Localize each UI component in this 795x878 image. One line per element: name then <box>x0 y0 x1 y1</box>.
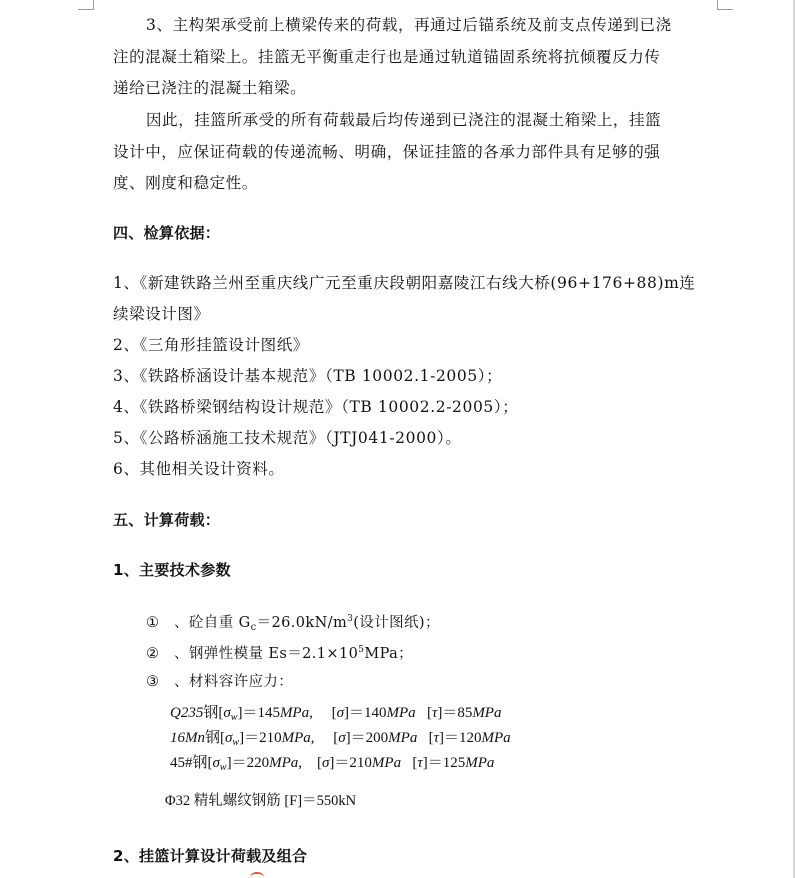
paragraph-line: 注的混凝土箱梁上。挂篮无平衡重走行也是通过轨道锚固系统将抗倾覆反力传 <box>113 48 661 66</box>
reference-item: 6、其他相关设计资料。 <box>113 460 285 478</box>
rebar-allowable-load: Φ32 精轧螺纹钢筋 [F]＝550kN <box>165 793 357 809</box>
stress-formula-row: Q235钢$[\sigma_w]=145MPa$, [σ]＝140MPa [τ]＝85MPa <box>170 705 502 723</box>
paragraph-line: 递给已浇注的混凝土箱梁。 <box>113 79 307 97</box>
parameter-line: ③ 、材料容许应力： <box>146 674 294 690</box>
parameter-line: ② 、钢弹性模量 $Es=2.1\times 10^5MPa$； <box>146 645 414 662</box>
subsection-heading: 1、主要技术参数 <box>113 561 231 579</box>
circled-number: ① <box>146 615 160 631</box>
reference-item: 1、《新建铁路兰州至重庆线广元至重庆段朝阳嘉陵江右线大桥(96+176+88)m连 <box>113 274 696 292</box>
reference-item: 4、《铁路桥梁钢结构设计规范》（TB 10002.2-2005）； <box>113 398 519 416</box>
margin-corner-mark <box>78 9 94 10</box>
reference-item: 2、《三角形挂篮设计图纸》 <box>113 336 309 354</box>
section-heading: 五、计算荷载： <box>113 511 221 529</box>
margin-corner-mark <box>717 0 718 9</box>
stress-formula-row: 45#钢$[\sigma_w]=220MPa$, [σ]＝210MPa [τ]＝125MPa <box>170 755 495 773</box>
margin-corner-mark <box>717 9 733 10</box>
stress-formula-row: 16Mn钢$[\sigma_w]=210MPa$, [σ]＝200MPa [τ]＝120MPa <box>170 730 511 748</box>
parameter-line: ① 、砼自重 $G_c=26.0kN/m^3$(设计图纸)； <box>146 614 440 633</box>
reference-item: 续梁设计图》 <box>113 305 210 323</box>
reference-item: 3、《铁路桥涵设计基本规范》（TB 10002.1-2005）； <box>113 367 503 385</box>
section-heading: 四、检算依据： <box>113 224 221 242</box>
paragraph-line: 因此，挂篮所承受的所有荷载最后均传递到已浇注的混凝土箱梁上，挂篮 <box>146 111 662 129</box>
ink-mark <box>250 872 264 878</box>
circled-number: ③ <box>146 674 160 690</box>
paragraph-line: 3、主构架承受前上横梁传来的荷载，再通过后锚系统及前支点传递到已浇 <box>146 16 672 34</box>
margin-corner-mark <box>93 0 94 9</box>
reference-item: 5、《公路桥涵施工技术规范》（JTJ041-2000）。 <box>113 429 462 447</box>
paragraph-line: 设计中，应保证荷载的传递流畅、明确，保证挂篮的各承力部件具有足够的强 <box>113 143 661 161</box>
paragraph-line: 度、刚度和稳定性。 <box>113 174 258 192</box>
subsection-heading: 2、挂篮计算设计荷载及组合 <box>113 847 308 865</box>
circled-number: ② <box>146 646 160 662</box>
